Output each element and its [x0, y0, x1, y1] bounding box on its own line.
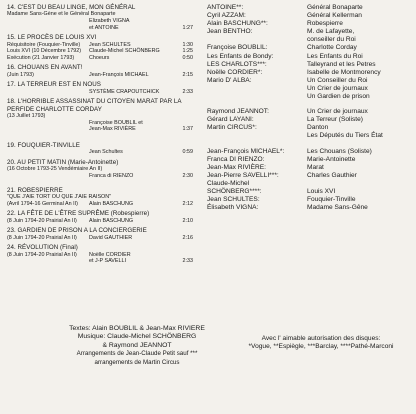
cast-actor: Françoise BOUBLIL: — [207, 44, 268, 52]
track-credit-row — [7, 201, 193, 208]
credit-performer: Noëlle CORDIER — [89, 251, 131, 258]
credit-duration — [173, 18, 193, 25]
cast-actor: Franca DI RIENZO: — [207, 155, 265, 163]
track-credit-row — [7, 89, 193, 96]
credit-note: Réquisitoire (Fouquier-Tinville) — [7, 41, 81, 48]
cast-actor — [207, 85, 307, 93]
cast-row — [207, 12, 413, 20]
cast-role: Général Kellerman — [307, 12, 362, 20]
credit-duration — [173, 120, 193, 127]
credit-duration — [173, 252, 193, 259]
credits-text-music — [62, 325, 212, 367]
cast-role: Marie-Antoinette — [307, 155, 356, 163]
credit-duration: 0:50 — [182, 54, 193, 61]
cast-actor: Raymond JEANNOT: — [207, 108, 269, 116]
track-entry — [7, 81, 193, 95]
credit-note — [7, 120, 89, 127]
cast-actor: Alain BASCHUNG**: — [207, 20, 268, 28]
track-subtitle: (13 Juillet 1793) — [7, 113, 46, 120]
cast-actor — [207, 132, 307, 140]
track-title: 24. RÉVOLUTION (Final) — [7, 244, 78, 252]
track-credit-row — [7, 218, 193, 225]
track-credit-row — [7, 18, 193, 25]
cast-row — [207, 85, 413, 93]
cast-role: Marat — [307, 163, 324, 171]
credit-note: (8 Juin 1794-20 Prairial An II) — [7, 217, 77, 224]
credit-duration: 1:27 — [182, 24, 193, 31]
cast-row — [207, 4, 413, 12]
track-title: 17. LA TERREUR EST EN NOUS — [7, 81, 101, 89]
track-entry — [7, 227, 193, 241]
credit-note: Exécution (21 Janvier 1793) — [7, 54, 75, 61]
track-title: 23. GARDIEN DE PRISON A LA CONCIERGERIE — [7, 227, 147, 235]
cast-row — [207, 180, 413, 188]
cast-role — [307, 180, 413, 188]
track-title: 14. C'EST DU BEAU LINGE, MON GÉNÉRAL — [7, 4, 136, 11]
cast-actor: Cyril AZZAM: — [207, 12, 246, 20]
credit-performer: et ANTOINE — [89, 24, 119, 31]
credit-performer: Franca di RIENZO — [89, 172, 134, 179]
track-credit-row — [7, 126, 193, 133]
track-credit-row — [7, 173, 193, 180]
cast-role: Général Bonaparte — [307, 4, 363, 11]
permission-line: Avec l' aimable autorisation des disques: — [261, 335, 381, 342]
labels-line: *Vogue, **Espiègle, ***Barclay, ****Pathé-Marconi — [248, 343, 394, 351]
credit-performer: Françoise BOUBLIL et — [89, 119, 143, 126]
credit-note: (8 Juin 1794-20 Prairial An II) — [7, 234, 77, 241]
cast-role: M. de Lafayette, — [307, 28, 355, 36]
track-entry — [7, 98, 193, 133]
track-credit-row — [7, 48, 193, 55]
credit-note — [7, 126, 89, 133]
cast-role: Danton — [307, 124, 329, 132]
cast-actor: Jean-Max RIVIÈRE: — [207, 163, 266, 171]
track-title: 22. LA FÊTE DE L'ÊTRE SUPRÊME (Robespierre) — [7, 210, 150, 218]
cast-row — [207, 188, 413, 196]
track-list — [7, 4, 193, 268]
credit-duration: 1:37 — [182, 126, 193, 133]
track-subtitle: Madame Sans-Gène et le Général Bonaparte — [7, 11, 116, 18]
credit-duration: 1:25 — [182, 48, 193, 55]
credit-note — [7, 258, 89, 265]
cast-actor: ANTOINE**: — [207, 4, 244, 11]
credit-note — [7, 149, 89, 156]
cast-row — [207, 20, 413, 28]
cast-row — [207, 61, 413, 69]
cast-role: Charlotte Corday — [307, 44, 357, 52]
cast-actor: Jean BENTHO: — [207, 28, 253, 36]
cast-row — [207, 156, 413, 164]
cast-actor: SCHÖNBERG****: — [207, 187, 262, 195]
cast-role: Un Crier de journaux — [307, 84, 368, 92]
cast-actor: LES CHARLOTS***: — [207, 60, 267, 68]
cast-row — [207, 28, 413, 36]
cast-actor: Les Enfants de Bondy: — [207, 52, 274, 60]
cast-row — [207, 77, 413, 85]
credit-music-2: & Raymond JEANNOT — [102, 341, 172, 349]
credit-performer: Jean Schultes — [89, 149, 123, 156]
cast-role: Louis XVI — [307, 187, 336, 195]
credit-duration: 0:59 — [182, 149, 193, 156]
track-credit-row — [7, 258, 193, 265]
cast-role: Madame Sans-Gêne — [307, 204, 368, 212]
cast-role: Un Crier de journaux — [307, 108, 368, 116]
track-entry — [7, 142, 193, 156]
credit-performer: Elizabeth VIGNA — [89, 18, 130, 24]
track-title: 18. L'HORRIBLE ASSASSINAT DU CITOYEN MARAT PAR LA PERFIDE CHARLOTTE CORDAY — [7, 98, 182, 113]
credit-lyrics: Textes: Alain BOUBLIL & Jean-Max RIVIERE — [69, 325, 205, 332]
credit-duration: 2:30 — [182, 172, 193, 179]
credit-note — [7, 89, 89, 96]
credit-duration: 2:12 — [182, 200, 193, 207]
credit-note: (Juin 1793) — [7, 71, 34, 78]
label-permissions — [226, 335, 416, 351]
cast-actor: Claude-Michel — [207, 179, 250, 187]
cast-list — [207, 4, 413, 212]
cast-row — [207, 164, 413, 172]
cast-actor: Gérard LAYANI: — [207, 116, 254, 124]
cast-actor — [207, 36, 307, 44]
credit-performer: Jean-François MICHAEL — [89, 71, 149, 78]
cast-role: Isabelle de Montmorency — [307, 68, 381, 76]
cast-role: Fouquier-Tinville — [307, 196, 356, 204]
track-title: 19. FOUQUIER-TINVILLE — [7, 141, 80, 149]
track-title: 15. LE PROCÈS DE LOUIS XVI — [7, 34, 97, 42]
credit-arrangements: Arrangements de Jean-Claude Petit sauf *** — [76, 350, 198, 358]
cast-row — [207, 69, 413, 77]
cast-role: La Terreur (Soliste) — [307, 116, 363, 124]
cast-role: conseiller du Roi — [307, 36, 356, 44]
track-credit-row — [7, 252, 193, 259]
cast-row — [207, 93, 413, 101]
cast-row — [207, 148, 413, 156]
track-title: 20. AU PETIT MATIN (Marie-Antoinette) — [7, 158, 119, 166]
cast-actor: Noëlle CORDIER*: — [207, 68, 263, 76]
credit-note: (Avril 1794-16 Germinal An II) — [7, 200, 78, 207]
cast-actor: Jean-François MICHAEL*: — [207, 147, 285, 155]
credit-note: (8 Juin 1794-20 Prairial An II) — [7, 251, 77, 258]
credit-note — [7, 25, 89, 32]
credit-performer: Claude-Michel SCHÖNBERG — [89, 48, 160, 55]
cast-row — [207, 196, 413, 204]
cast-row — [207, 116, 413, 124]
cast-actor — [207, 93, 307, 101]
cast-row — [207, 172, 413, 180]
credit-duration: 2:33 — [182, 258, 193, 265]
track-credit-row — [7, 55, 193, 62]
track-entry — [7, 210, 193, 224]
track-credit-row — [7, 149, 193, 156]
cast-gap — [207, 141, 413, 148]
credit-performer: David GAUTHIER — [89, 234, 133, 241]
track-credit-row — [7, 25, 193, 32]
cast-row — [207, 53, 413, 61]
track-entry — [7, 244, 193, 265]
cast-role: Les Enfants du Roi — [307, 52, 363, 60]
credit-duration: 2:16 — [182, 234, 193, 241]
credit-duration: 2:10 — [182, 217, 193, 224]
track-title: 21. ROBESPIERRE — [7, 186, 63, 194]
cast-role: Talleyrand et les Petres — [307, 60, 376, 68]
cast-actor: Jean-Pierre SAVELLI***: — [207, 171, 279, 179]
track-credit-row — [7, 235, 193, 242]
track-subtitle: "QUE J'AIE TORT OU QUE J'AIE RAISON" — [7, 193, 112, 200]
credit-performer: Jean-Max RIVIÈRE — [89, 126, 136, 133]
credit-performer: Jean SCHULTES — [89, 41, 131, 48]
credit-performer: Alain BASCHUNG — [89, 217, 134, 224]
cast-actor: Martin CIRCUS*: — [207, 124, 257, 132]
cast-row — [207, 132, 413, 140]
track-entry — [7, 4, 193, 31]
track-entry — [7, 159, 193, 180]
credit-note — [7, 173, 89, 180]
credit-duration: 2:15 — [182, 71, 193, 78]
credit-arrangements-2: arrangements de Martin Circus — [94, 358, 180, 366]
cast-row — [207, 108, 413, 116]
cast-actor: Élisabeth VIGNA: — [207, 204, 259, 212]
track-entry — [7, 64, 193, 78]
credit-performer: SYSTÈME CRAPOUTCHICK — [89, 88, 160, 95]
cast-role: Charles Gauthier — [307, 171, 357, 179]
track-subtitle: (16 Octobre 1793-25 Vendémiaire An II) — [7, 166, 103, 173]
track-entry — [7, 187, 193, 208]
cast-role: Robespierre — [307, 20, 343, 28]
credit-performer: Choeurs — [89, 54, 110, 61]
credit-music: Musique: Claude-Michel SCHÖNBERG — [77, 333, 197, 341]
credit-performer: Alain BASCHUNG — [89, 200, 134, 207]
track-credit-row — [7, 72, 193, 79]
cast-row — [207, 204, 413, 212]
track-title: 16. CHOUANS EN AVANT! — [7, 64, 83, 72]
cast-role: Les Députés du Tiers État — [307, 132, 383, 140]
credit-note — [7, 18, 89, 25]
cast-row — [207, 36, 413, 44]
cast-gap — [207, 101, 413, 108]
cast-actor: Mario D' ALBA: — [207, 76, 252, 84]
cast-row — [207, 44, 413, 52]
credit-note: Louis XVI (10 Décembre 1792) — [7, 48, 82, 55]
track-entry — [7, 34, 193, 61]
credit-duration: 1:30 — [182, 41, 193, 48]
credit-duration: 2:33 — [182, 88, 193, 95]
cast-role: Un Gardien de prison — [307, 93, 370, 101]
cast-role: Un Conseiller du Roi — [307, 76, 368, 84]
credit-performer: et J-P SAVELLI — [89, 258, 126, 265]
cast-actor: Jean SCHULTES: — [207, 196, 260, 204]
cast-role: Les Chouans (Soliste) — [307, 147, 372, 155]
